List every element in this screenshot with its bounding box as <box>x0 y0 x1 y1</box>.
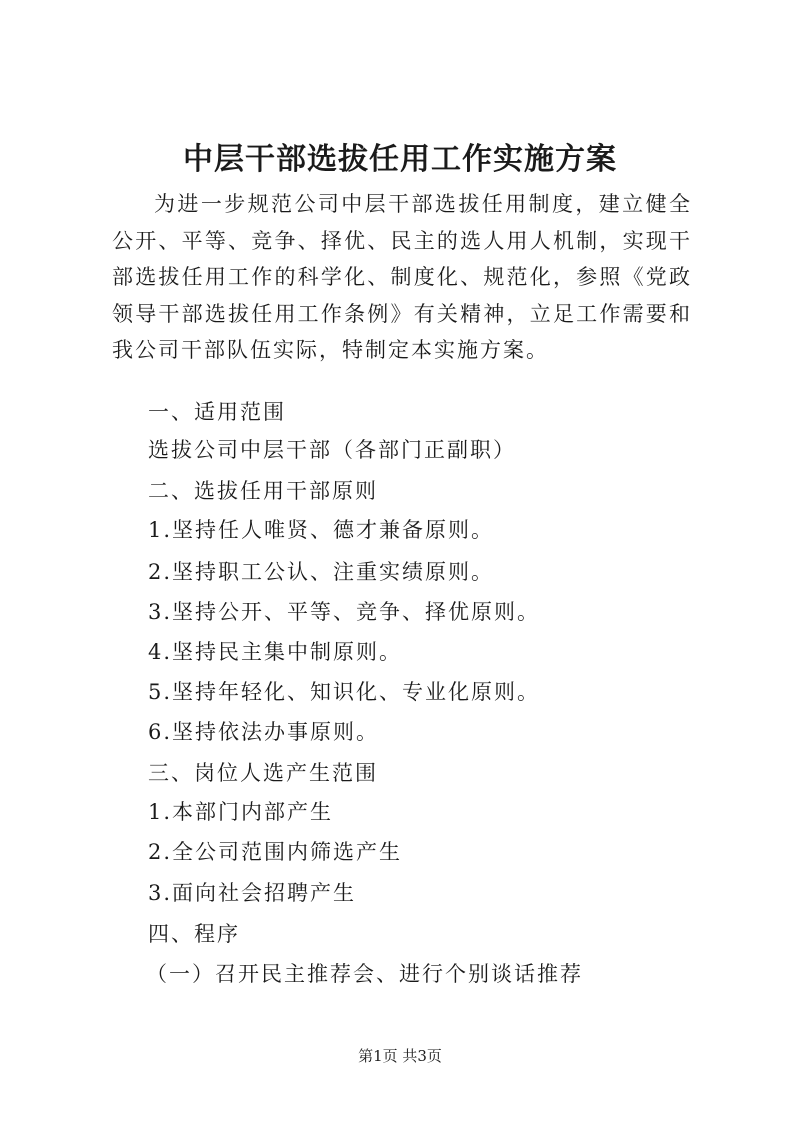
principle-item: 3.坚持公开、平等、竞争、择优原则。 <box>148 600 541 624</box>
principle-item: 5.坚持年轻化、知识化、专业化原则。 <box>148 680 541 704</box>
section-heading-candidates: 三、岗位人选产生范围 <box>148 761 378 785</box>
section-heading-principles: 二、选拔任用干部原则 <box>148 479 378 503</box>
candidate-item: 3.面向社会招聘产生 <box>148 881 357 905</box>
section-heading-scope: 一、适用范围 <box>148 400 286 424</box>
principle-item: 4.坚持民主集中制原则。 <box>148 640 403 664</box>
candidate-item: 1.本部门内部产生 <box>148 800 334 824</box>
principle-item: 2.坚持职工公认、注重实绩原则。 <box>148 560 495 584</box>
page-footer: 第1页 共3页 <box>358 1047 442 1065</box>
principle-item: 1.坚持任人唯贤、德才兼备原则。 <box>148 518 495 542</box>
intro-paragraph: 为进一步规范公司中层干部选拔任用制度，建立健全公开、平等、竞争、择优、民主的选人用人机制，实现干部选拔任用工作的科学化、制度化、规范化，参照《党政领导干部选拔任用工作条例》有关精神，立足工作需要和我公司干部队伍实际，特制定本实施方案。 <box>112 192 692 362</box>
document-title: 中层干部选拔任用工作实施方案 <box>183 142 617 177</box>
procedure-item: （一）召开民主推荐会、进行个别谈话推荐 <box>146 962 583 986</box>
scope-text: 选拔公司中层干部（各部门正副职） <box>148 438 516 462</box>
candidate-item: 2.全公司范围内筛选产生 <box>148 840 403 864</box>
principle-item: 6.坚持依法办事原则。 <box>148 720 380 744</box>
section-heading-procedure: 四、程序 <box>148 922 240 946</box>
